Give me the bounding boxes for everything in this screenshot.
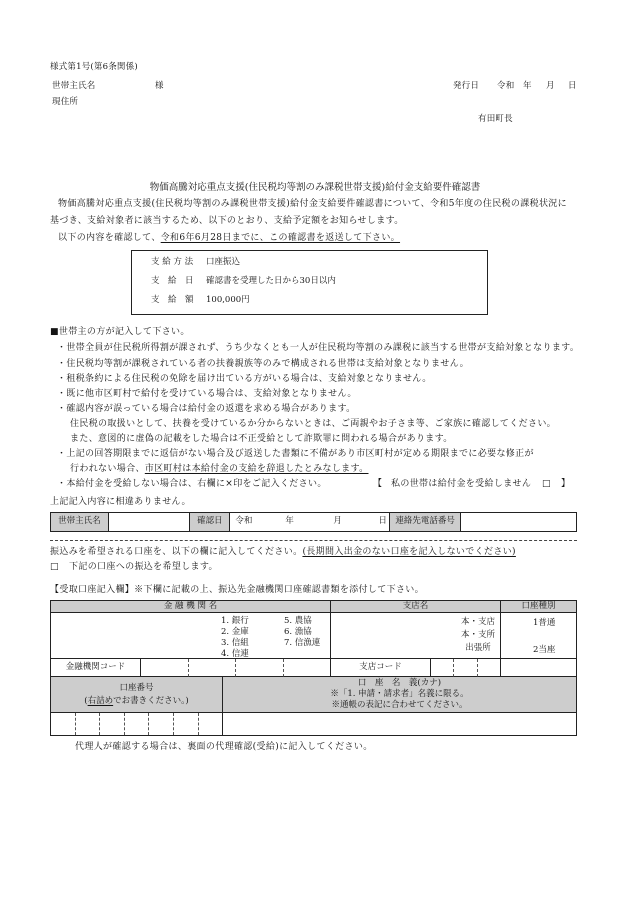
bank-account-table [50, 600, 577, 736]
instruction-bullet: ・上記の回答期限までに返信がない場合及び返送した書類に不備があり市区町村が定める期限までに必要な修正が [57, 449, 534, 459]
section-divider [50, 540, 577, 541]
document-title: 物価高騰対応重点支援(住民税均等割のみ課税世帯支援)給付金支給要件確認書 [149, 182, 481, 193]
account-holder-note: ※「1. 申請・請求者」名義に限る。 [330, 689, 469, 699]
summary-value: 口座振込 [206, 257, 241, 267]
instruction-bullet: ・本給付金を受給しない場合は、右欄に×印をご記入ください。 [57, 479, 327, 489]
instruction-detail: 住民税の取扱いとして、扶養を受けているか分からないときは、ご両親やお子さま等、ご家族に確認してください。 [70, 419, 557, 429]
confirm-date-day: 日 [378, 516, 387, 526]
account-number-digit-cell[interactable] [125, 713, 150, 735]
branch-code-digit-cell[interactable] [431, 659, 454, 677]
issue-date-label: 発行日 [453, 81, 480, 91]
decline-deemed-notice: 市区町村は本給付金の支給を辞退したとみなします。 [144, 464, 369, 474]
account-type-header: 口座種別 [501, 601, 576, 613]
issue-date-year: 年 [523, 81, 532, 91]
intro-line-3 [58, 233, 400, 244]
right-align-emphasis: 右詰め [87, 696, 114, 706]
branch-code-digit-cell[interactable] [478, 659, 501, 677]
note-rest: でお書きください。) [113, 696, 189, 706]
confirm-date-field[interactable] [230, 513, 389, 531]
confirm-phone-label: 連絡先電話番号 [390, 513, 462, 531]
branch-name-header: 支店名 [331, 601, 501, 613]
institution-type-option[interactable]: 6. 漁協 [284, 627, 312, 637]
transfer-instruction [50, 547, 516, 558]
transfer-instruction-text: 振込みを希望される口座を、以下の欄に記入してください。 [50, 547, 303, 557]
decline-bracket-close: 】 [561, 479, 571, 489]
confirm-phone-field[interactable] [461, 513, 576, 531]
summary-label: 支 給 額 [151, 295, 194, 305]
issue-date-era: 令和 [497, 81, 515, 91]
bank-code-label: 金融機関コード [51, 659, 141, 677]
instructions-heading: ■世帯主の方が記入して下さい。 [50, 327, 190, 337]
bank-name-header: 金 融 機 関 名 [51, 601, 331, 613]
confirm-date-era: 令和 [235, 516, 253, 526]
instruction-detail [70, 464, 369, 475]
summary-label: 支 給 日 [151, 276, 194, 286]
institution-type-option[interactable]: 5. 農協 [284, 616, 312, 626]
account-holder-header [223, 677, 576, 713]
intro-line-3-prefix: 以下の内容を確認して、 [58, 233, 161, 243]
transfer-checkbox[interactable]: □ [50, 562, 59, 572]
branch-type-list [456, 613, 501, 659]
institution-type-list [216, 613, 331, 659]
confirm-name-label: 世帯主氏名 [51, 513, 109, 531]
blank-cell [501, 659, 576, 677]
branch-type-option[interactable]: 本・支店 [460, 617, 495, 627]
confirm-date-label: 確認日 [190, 513, 230, 531]
bank-code-digit-cell[interactable] [284, 659, 332, 677]
account-type-list [501, 613, 576, 659]
instruction-bullet: ・世帯全員が住民税所得割が課されず、うち少なくとも一人が住民税均等割のみ課税に該当する世帯が支給対象となります。 [57, 343, 580, 353]
branch-type-option[interactable]: 本・支所 [460, 630, 495, 640]
account-number-digit-cell[interactable] [174, 713, 199, 735]
branch-code-label: 支店コード [331, 659, 431, 677]
summary-value: 確認書を受理した日から30日以内 [206, 276, 336, 286]
bank-code-digit-cell[interactable] [236, 659, 284, 677]
decline-bracket-open: 【 [373, 479, 383, 489]
instruction-detail: また、意図的に虚偽の記載をした場合は不正受給として詐欺罪に問われる場合があります。 [70, 434, 453, 444]
intro-line-1: 物価高騰対応重点支援(住民税均等割のみ課税世帯支援)給付金支給要件確認書について、令和5年度の住民税の課税状況に [58, 199, 567, 209]
branch-code-digit-cell[interactable] [454, 659, 477, 677]
form-number: 様式第1号(第6条関係) [50, 62, 138, 72]
bank-code-digit-cell[interactable] [189, 659, 237, 677]
intro-line-2: 基づき、支給対象者に該当するため、以下のとおり、支給予定額をお知らせします。 [50, 216, 404, 226]
branch-type-option[interactable]: 出張所 [465, 643, 491, 653]
account-number-label: 口座番号 [119, 683, 154, 693]
instruction-bullet: ・住民税均等割が課税されている者の扶養親族等のみで構成される世帯は支給対象となりません。 [57, 359, 469, 369]
confirmation-statement: 上記記入内容に相違ありません。 [50, 497, 191, 507]
instruction-bullet: ・既に他市区町村で給付を受けている場合は、支給対象となりません。 [57, 389, 357, 399]
summary-row-date [132, 276, 487, 287]
account-holder-field[interactable] [223, 713, 576, 735]
account-number-header [51, 677, 223, 713]
confirmation-row [50, 512, 577, 532]
account-type-option[interactable]: 2当座 [533, 645, 556, 655]
account-number-digit-cell[interactable] [199, 713, 223, 735]
issue-date-day: 日 [568, 81, 577, 91]
recipient-label: 世帯主氏名 [52, 81, 96, 91]
bank-form-heading: 【受取口座記入欄】※下欄に記載の上、振込先金融機関口座確認書類を添付して下さい。 [50, 585, 425, 595]
payment-summary-box [131, 250, 488, 315]
institution-type-option[interactable]: 3. 信組 [221, 638, 249, 648]
issuer: 有田町長 [478, 114, 513, 124]
account-holder-note: ※通帳の表記に合わせてください。 [331, 700, 468, 710]
summary-row-method [132, 257, 487, 268]
address-label: 現住所 [52, 97, 79, 107]
deadline-line-prefix: 行われない場合、 [70, 464, 145, 474]
branch-name-field[interactable] [331, 613, 456, 659]
decline-label: 私の世帯は給付金を受給しません [391, 479, 532, 489]
confirm-date-month: 月 [333, 516, 342, 526]
institution-type-option[interactable]: 7. 信漁連 [284, 638, 321, 648]
bank-name-field[interactable] [51, 613, 216, 659]
issue-date-month: 月 [546, 81, 555, 91]
summary-row-amount [132, 295, 487, 306]
account-number-digit-cell[interactable] [51, 713, 76, 735]
account-number-digit-cell[interactable] [76, 713, 101, 735]
instruction-bullet: ・租税条約による住民税の免除を届け出ている方がいる場合は、支給対象となりません。 [57, 374, 432, 384]
account-number-digit-cell[interactable] [100, 713, 125, 735]
recipient-honorific: 様 [155, 81, 164, 91]
bank-code-digit-cell[interactable] [141, 659, 189, 677]
institution-type-option[interactable]: 4. 信連 [221, 649, 249, 659]
summary-value: 100,000円 [206, 295, 250, 305]
institution-type-option[interactable]: 2. 金庫 [221, 627, 249, 637]
transfer-checkbox-label: 下記の口座への振込を希望します。 [69, 562, 218, 572]
account-number-note [51, 696, 222, 707]
dormant-account-warning: (長期間入出金のない口座を記入しないでください) [302, 547, 516, 557]
institution-type-option[interactable]: 1. 銀行 [221, 616, 249, 626]
account-type-option[interactable]: 1普通 [533, 618, 556, 628]
summary-label: 支 給 方 法 [151, 257, 194, 267]
account-number-digit-cell[interactable] [149, 713, 174, 735]
confirm-name-field[interactable] [109, 513, 191, 531]
proxy-note: 代理人が確認する場合は、裏面の代理確認(受給)に記入してください。 [75, 742, 373, 752]
decline-checkbox[interactable]: □ [542, 479, 551, 489]
note-open-paren: ( [84, 696, 88, 706]
return-deadline: 令和6年6月28日までに、この確認書を返送して下さい。 [160, 233, 401, 243]
account-holder-label: 口 座 名 義(カナ) [357, 678, 442, 688]
confirm-date-year: 年 [285, 516, 294, 526]
instruction-bullet: ・確認内容が誤っている場合は給付金の返還を求める場合があります。 [57, 404, 356, 414]
